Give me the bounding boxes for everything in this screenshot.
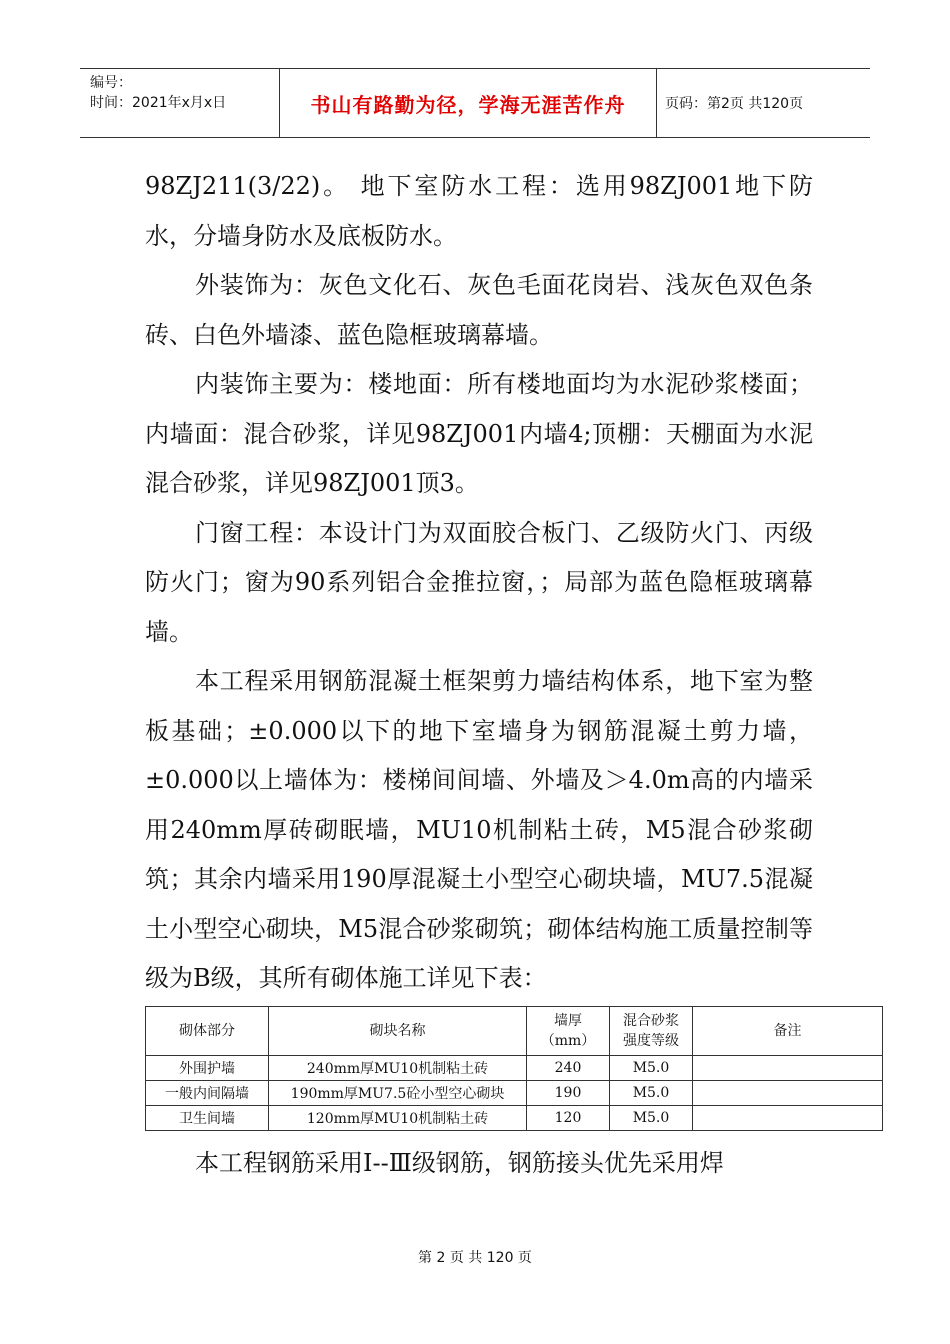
table-row: 外围护墙 240mm厚MU10机制粘土砖 240 M5.0 <box>146 1056 883 1081</box>
header-remarks: 备注 <box>693 1007 883 1056</box>
paragraph-waterproof: 98ZJ211(3/22)。 地下室防水工程：选用98ZJ001地下防水，分墙身防水及底板防水。 <box>145 172 813 250</box>
table-header-row <box>146 1007 883 1056</box>
paragraph-exterior-decoration: 外装饰为：灰色文化石、灰色毛面花岗岩、浅灰色双色条砖、白色外墙漆、蓝色隐框玻璃幕墙。 <box>145 271 813 349</box>
paragraph-interior-decoration: 内装饰主要为：楼地面：所有楼地面均为水泥砂浆楼面；内墙面：混合砂浆，详见98ZJ001内墙4;顶棚：天棚面为水泥混合砂浆，详见98ZJ001顶3。 <box>145 370 813 497</box>
header-mortar-grade: 混合砂浆 强度等级 <box>610 1007 693 1056</box>
paragraph-structure: 本工程采用钢筋混凝土框架剪力墙结构体系，地下室为整板基础；±0.000以下的地下室墙身为钢筋混凝土剪力墙，±0.000以上墙体为：楼梯间间墙、外墙及＞4.0m高的内墙采用240mm厚砖砌眠墙，MU10机制粘土砖，M5混合砂浆砌筑；其余内墙采用190厚混凝土小型空心砌块墙，MU7.5混凝土小型空心砌块，M5混合砂浆砌筑；砌体结构施工质量控制等级为B级，其所有砌体施工详见下表： <box>145 667 813 992</box>
header-motto: 书山有路勤为径，学海无涯苦作舟 <box>280 69 657 137</box>
header-meta <box>80 69 280 137</box>
document-body <box>145 162 813 1004</box>
header-page-info: 页码：第2页 共120页 <box>665 96 804 112</box>
page-header <box>80 68 870 138</box>
header-block-name: 砌块名称 <box>269 1007 527 1056</box>
page-footer: 第 2 页 共 120 页 <box>418 1250 532 1266</box>
document-number-label: 编号： <box>90 75 132 91</box>
paragraph-rebar: 本工程钢筋采用Ⅰ--Ⅲ级钢筋，钢筋接头优先采用焊 <box>195 1149 724 1177</box>
header-masonry-part: 砌体部分 <box>146 1007 269 1056</box>
table-row: 一般内间隔墙 190mm厚MU7.5砼小型空心砌块 190 M5.0 <box>146 1081 883 1106</box>
table-row: 卫生间墙 120mm厚MU10机制粘土砖 120 M5.0 <box>146 1106 883 1131</box>
paragraph-doors-windows: 门窗工程：本设计门为双面胶合板门、乙级防火门、丙级防火门；窗为90系列铝合金推拉窗，；局部为蓝色隐框玻璃幕墙。 <box>145 518 813 646</box>
document-time: 时间：2021年x月x日 <box>90 95 227 111</box>
header-wall-thickness: 墙厚 （mm） <box>527 1007 610 1056</box>
masonry-table <box>145 1006 883 1131</box>
